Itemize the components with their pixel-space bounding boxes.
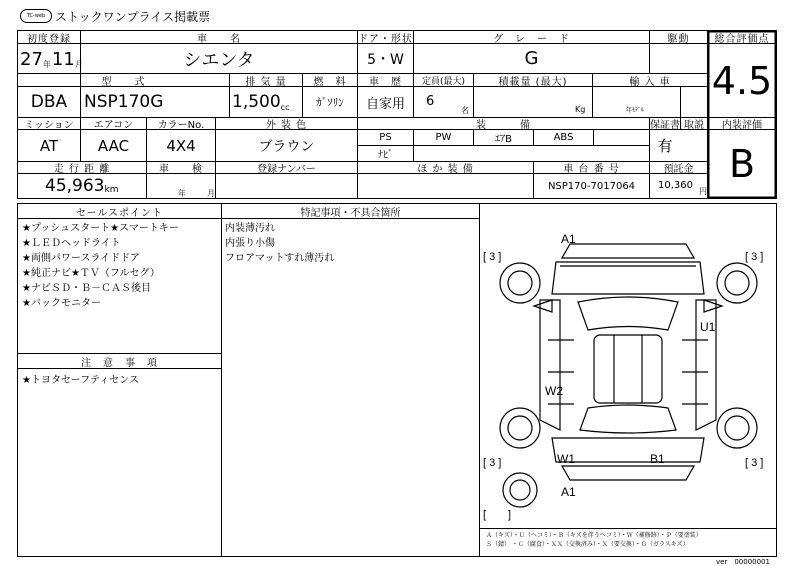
damage-legend — [486, 531, 774, 549]
header-price: 預託金 — [663, 164, 694, 175]
displacement-unit: cc — [280, 102, 290, 112]
inspection-year-unit: 年 — [178, 189, 186, 198]
overall-score-value: 4.5 — [711, 58, 773, 103]
equipment-ps: PS — [379, 132, 392, 143]
fuel-value: ｶﾞｿﾘﾝ — [316, 96, 344, 109]
mileage-number: 45,963 — [45, 176, 105, 196]
capacity-value: 6 — [426, 94, 435, 109]
equipment-navi: ﾅﾋﾞ — [378, 150, 393, 161]
list-item: ★バックモニター — [22, 298, 101, 309]
list-item: ★ＬＥＤヘッドライト — [22, 238, 121, 249]
header-model: 型 式 — [101, 76, 146, 88]
header-mileage: 走 行 距 離 — [53, 164, 111, 175]
damage-label: W2 — [545, 384, 563, 398]
header-car-name: 車 名 — [197, 33, 241, 45]
grade-value: G — [524, 48, 539, 69]
door-shape-value: 5・W — [367, 51, 404, 68]
list-item: ★プッシュスタート★スマートキー — [22, 223, 179, 234]
header-other-eq: ほ か 装 備 — [417, 164, 474, 175]
list-item: フロアマットすれ薄汚れ — [225, 253, 335, 264]
header-first-reg: 初度登録 — [27, 33, 71, 45]
reg-year: 27 — [20, 49, 43, 70]
header-equipment: 装 備 — [476, 120, 531, 131]
list-item: ★両側パワースライドドア — [22, 253, 140, 264]
bracket-label: [ ] — [483, 509, 512, 521]
header-body-use: 車 歴 — [369, 76, 402, 88]
header-inspection: 車 検 — [159, 164, 203, 175]
header-displacement: 排 気 量 — [245, 76, 287, 88]
interior-score-value: B — [728, 142, 756, 186]
bracket-label: [ 3 ] — [745, 251, 764, 263]
header-capacity: 定員(最大) — [421, 76, 466, 87]
bracket-label: [ 3 ] — [483, 457, 502, 469]
header-fuel: 燃 料 — [313, 76, 347, 88]
header-grade: グ レ ー ド — [493, 33, 570, 45]
damage-label: A1 — [561, 232, 576, 246]
special-notes-header: 特記事項・不具合箇所 — [300, 207, 401, 219]
equipment-airbag: ｴｱB — [495, 134, 512, 145]
reg-month: 11 — [51, 49, 75, 70]
damage-label: W1 — [557, 452, 575, 466]
model-prefix-value: DBA — [30, 92, 68, 112]
list-item: ★ナビＳＤ・Ｂ－ＣＡＳ後目 — [22, 283, 151, 294]
damage-label: B1 — [650, 452, 665, 466]
price-value: 10,360 — [658, 180, 693, 191]
caution-header: 注 意 事 項 — [81, 357, 158, 369]
header-manual: 取説 — [684, 120, 704, 131]
list-item: 内張り小傷 — [225, 238, 275, 249]
damage-label: A1 — [561, 485, 576, 499]
header-import: 輸 入 車 — [629, 76, 671, 88]
model-code-value: NSP170G — [84, 92, 164, 112]
legend-line: Ａ（キズ）・Ｕ（ヘコミ）・Ｂ（キズを伴うヘコミ）・Ｗ（補修跡）・Ｐ（要塗装） — [486, 532, 702, 539]
mission-value: AT — [39, 136, 59, 155]
header-interior-score: 内装評価 — [722, 120, 762, 131]
header-load: 積載量 (最大) — [498, 76, 568, 88]
header-exterior-color: 外 装 色 — [265, 120, 308, 131]
displacement-number: 1,500 — [232, 92, 281, 112]
header-warranty: 保証書 — [650, 120, 680, 131]
header-color: カラーNo. — [157, 120, 205, 131]
equipment-abs: ABS — [553, 132, 574, 143]
damage-label: U1 — [700, 320, 716, 334]
logo-text: TC-web — [26, 13, 46, 19]
price-unit: 円 — [699, 187, 707, 196]
warranty-value: 有 — [657, 137, 673, 155]
page-title: ストックワンプライス掲載票 — [55, 10, 211, 24]
list-item: ★純正ナビ★ＴＶ（フルセグ） — [22, 268, 160, 279]
legend-line: Ｓ（錆） ・Ｃ（腐食）・ＸＸ（交換済み）・Ｘ（要交換）・Ｇ（ガラスキズ） — [486, 541, 689, 548]
list-item: ★トヨタセーフティセンス — [22, 375, 139, 386]
header-plate: 登録ナンバー — [257, 164, 316, 175]
capacity-unit: 名 — [461, 106, 469, 115]
header-door-shape: ドア・形状 — [358, 33, 413, 45]
load-unit: Kg — [575, 105, 586, 114]
list-item: 内装薄汚れ — [225, 223, 275, 234]
header-mission: ミッション — [24, 120, 74, 131]
reg-month-unit: 月 — [74, 60, 83, 69]
reg-year-unit: 年 — [42, 60, 51, 69]
car-name-value: シエンタ — [183, 49, 255, 71]
header-aircon: エアコン — [93, 120, 134, 131]
header-overall-score: 総合評価点 — [714, 33, 770, 45]
chassis-value: NSP170-7017064 — [547, 180, 636, 192]
bracket-label: [ 3 ] — [745, 457, 764, 469]
import-unit: 年ﾓﾃﾞﾙ — [626, 107, 645, 114]
mileage-unit: km — [104, 185, 119, 195]
exterior-color-value: ブラウン — [258, 138, 315, 155]
inspection-month-unit: 月 — [207, 189, 215, 198]
color-value: 4X4 — [166, 136, 196, 155]
header-drive: 駆動 — [667, 33, 690, 45]
equipment-pw: PW — [435, 132, 452, 143]
bracket-label: [ 3 ] — [483, 251, 502, 263]
aircon-value: AAC — [97, 136, 130, 155]
version-label: ver 00000001 — [716, 558, 770, 566]
body-use-value: 自家用 — [365, 96, 405, 112]
header-chassis: 車 台 番 号 — [563, 164, 620, 175]
sales-points-header: セールスポイント — [75, 207, 164, 219]
